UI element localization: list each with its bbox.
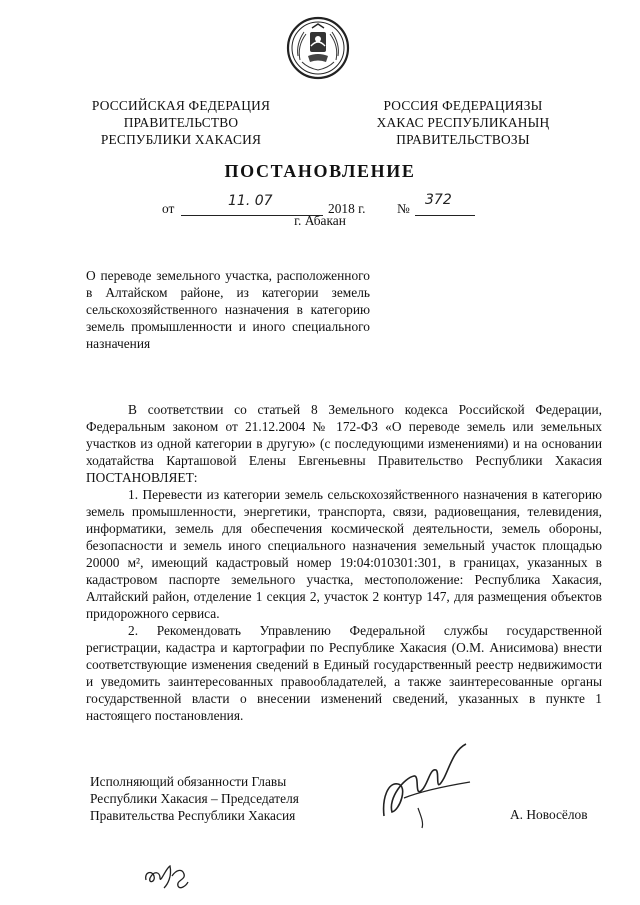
header-left-line: РОССИЙСКАЯ ФЕДЕРАЦИЯ: [91, 98, 271, 113]
date-from-label: от: [162, 201, 175, 216]
signatory-name: А. Новосёлов: [510, 807, 588, 822]
body-paragraph: 1. Перевести из категории земель сельскохозяйственного назначения в категорию земель промышленности, энергетики, транспорта, связи, радиовещания, телевидения, информатики, земель для обеспечения космической деятельности, земель обороны, безопасности и земель иного специального назначения земельный участок площадью 20000 м², имеющий кадастровый номер 19:04:010301:301, в границах, указанных в кадастровом паспорте земельного участка, местоположение: Республика Хакасия, Алтайский район, отделение 1 секция 2, участок 2 контур 147, для размещения объектов придорожного сервиса.: [86, 487, 602, 621]
city-line: г. Абакан: [294, 213, 346, 228]
signatory-title-line: Исполняющий обязанности Главы: [90, 774, 287, 789]
document-title: ПОСТАНОВЛЕНИЕ: [224, 161, 416, 181]
header-right-line: РОССИЯ ФЕДЕРАЦИЯЗЫ: [383, 98, 543, 113]
date-year: 2018 г.: [328, 201, 366, 216]
header-left-line: РЕСПУБЛИКИ ХАКАСИЯ: [100, 132, 262, 147]
number-label: №: [397, 201, 410, 216]
header-left-russian: [86, 97, 276, 148]
signatory-title-line: Правительства Республики Хакасия: [90, 808, 296, 823]
handwritten-initials-mark-icon: [142, 858, 190, 892]
header-right-line: ХАКАС РЕСПУБЛИКАНЫҢ: [376, 115, 550, 130]
signatory-title: [90, 773, 340, 824]
signatory-title-line: Республики Хакасия – Председателя: [90, 791, 299, 806]
header-right-khakas: [368, 97, 558, 148]
date-handwritten: 11. 07: [228, 193, 273, 209]
header-right-line: ПРАВИТЕЛЬСТВОЗЫ: [396, 132, 530, 147]
resolution-body: [86, 401, 602, 724]
number-handwritten: 372: [425, 192, 452, 208]
resolution-subject: О переводе земельного участка, расположенного в Алтайском районе, из категории земель сельскохозяйственного назначения в категорию земель промышленности и иного специального назначения: [86, 268, 370, 351]
handwritten-signature-icon: [374, 738, 484, 830]
body-paragraph: 2. Рекомендовать Управлению Федеральной службы государственной регистрации, кадастра и картографии по Республике Хакасия (О.М. Анисимова) внести соответствующие изменения сведений в Единый государственный реестр недвижимости и уведомить заинтересованных правообладателей, а также заинтересованные органы государственной власти о внесении изменений сведений, указанных в пункте 1 настоящего постановления.: [86, 623, 602, 723]
coat-of-arms-emblem-icon: [286, 16, 350, 80]
header-left-line: ПРАВИТЕЛЬСТВО: [123, 115, 239, 130]
body-paragraph: В соответствии со статьей 8 Земельного кодекса Российской Федерации, Федеральным законом от 21.12.2004 № 172-ФЗ «О переводе земель или земельных участков из одной категории в другую» (с последующими изменениями) и на основании ходатайства Карташовой Елены Евгеньевны Правительство Республики Хакасия ПОСТАНОВЛЯЕТ:: [86, 402, 602, 485]
